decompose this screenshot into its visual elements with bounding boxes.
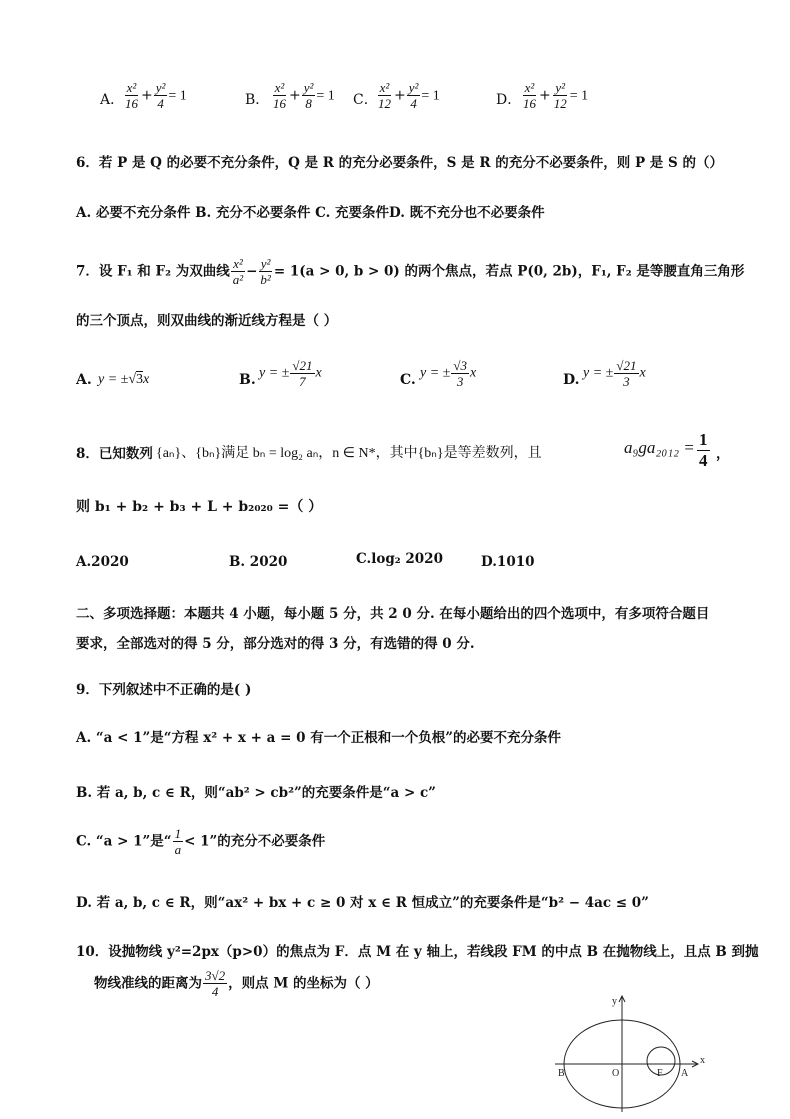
q5-b-label: B．	[245, 92, 270, 108]
q5-c-formula: $\frac{\text{x²}}{12}$ + $\frac{\text{y²}}{4}$ = 1	[378, 80, 440, 111]
q7-c-label: C.	[400, 372, 416, 388]
q6-stem: 6．若 P 是 Q 的必要不充分条件，Q 是 R 的充分必要条件，S 是 R 的充分不必要条件，则 P 是 S 的（）	[76, 155, 723, 171]
q7-a-label: A.	[76, 372, 92, 388]
point-a-label: A	[681, 1068, 689, 1079]
section2-line1: 二、多项选择题：本题共 4 小题，每小题 5 分，共 2 0 分. 在每小题给出的四个选项中，有多项符合题目	[76, 606, 710, 622]
q9-option-c: C. “a > 1”是“ $\frac{1}{a}$ < 1”的充分不必要条件	[76, 826, 326, 857]
y-axis-label: y	[612, 996, 617, 1007]
q7-d-label: D.	[563, 372, 580, 388]
point-b-label: B	[558, 1068, 565, 1079]
q7-options	[76, 358, 696, 402]
q8-stem: 8．已知数列 {aₙ}、{bₙ}满足 bₙ = log₂ aₙ，n ∈ N*，其中{bₙ}是等差数列，且 a₉ga₂₀₁₂ = $\frac{1}{4}$ ，	[76, 430, 730, 470]
q7-c-formula: y = ± $\frac{√3}{3}$ x	[420, 358, 477, 389]
q7-b-label: B.	[239, 372, 256, 388]
q6-options: A. 必要不充分条件 B. 充分不必要条件 C. 充要条件D. 既不充分也不必要条件	[76, 205, 545, 221]
q9-stem: 9．下列叙述中不正确的是( )	[76, 682, 252, 698]
q5-c-label: C．	[353, 92, 378, 108]
origin-label: O	[612, 1068, 620, 1079]
q9-option-d: D. 若 a, b, c ∈ R，则“ax² + bx + c ≥ 0 对 x ∈ R 恒成立”的充要条件是“b² − 4ac ≤ 0”	[76, 895, 649, 911]
q8-option-d: D.1010	[481, 554, 535, 570]
q5-a-formula: $\frac{\text{x²}}{16}$ + $\frac{\text{y²}}{4}$ = 1	[125, 80, 187, 111]
point-f-label: F	[657, 1068, 663, 1079]
q7-a-formula: y = ±√3x	[98, 372, 150, 387]
q7-d-formula: y = ± $\frac{√21}{3}$ x	[583, 358, 646, 389]
section2-line2: 要求，全部选对的得 5 分，部分选对的得 3 分，有选错的得 0 分.	[76, 636, 475, 652]
q5-a-label: A．	[100, 92, 125, 108]
q8-option-a: A.2020	[76, 554, 129, 570]
q10-stem: 10．设抛物线 y²=2px（p>0）的焦点为 F．点 M 在 y 轴上，若线段 FM 的中点 B 在抛物线上，且点 B 到抛	[76, 944, 759, 960]
q8-option-c: C.log₂ 2020	[356, 551, 443, 567]
q5-d-label: D．	[496, 92, 522, 108]
q8-option-b: B. 2020	[229, 554, 288, 570]
q9-option-a: A. “a < 1”是“方程 x² + x + a = 0 有一个正根和一个负根”的必要不充分条件	[76, 730, 561, 746]
q7-stem-line2: 的三个顶点，则双曲线的渐近线方程是（ ）	[76, 313, 338, 329]
q7-b-formula: y = ± $\frac{√21}{7}$ x	[259, 358, 322, 389]
q8-stem-line2: 则 b₁ + b₂ + b₃ + L + b₂₀₂₀ =（ ）	[76, 499, 323, 515]
q5-b-formula: $\frac{\text{x²}}{16}$ + $\frac{\text{y²}}{8}$ = 1	[273, 80, 335, 111]
q9-option-b: B. 若 a, b, c ∈ R，则“ab² > cb²”的充要条件是“a > c”	[76, 785, 436, 801]
ellipse-figure	[550, 990, 710, 1115]
x-axis-label: x	[700, 1055, 705, 1066]
q7-stem: 7．设 F₁ 和 F₂ 为双曲线 $\frac{\text{x²}}{\text{a²}}$ − $\frac{\text{y²}}{\text{b²}}$ = 1(a > 0, b > 0) 的两个焦点，若点 P(0, 2b)，F₁, F₂ 是等腰直角三角形	[76, 256, 745, 287]
q5-d-formula: $\frac{\text{x²}}{16}$ + $\frac{\text{y²}}{12}$ = 1	[523, 80, 589, 111]
q10-stem-line2: 物线准线的距离为 $\frac{3√2}{4}$ ，则点 M 的坐标为（ ）	[94, 968, 379, 999]
